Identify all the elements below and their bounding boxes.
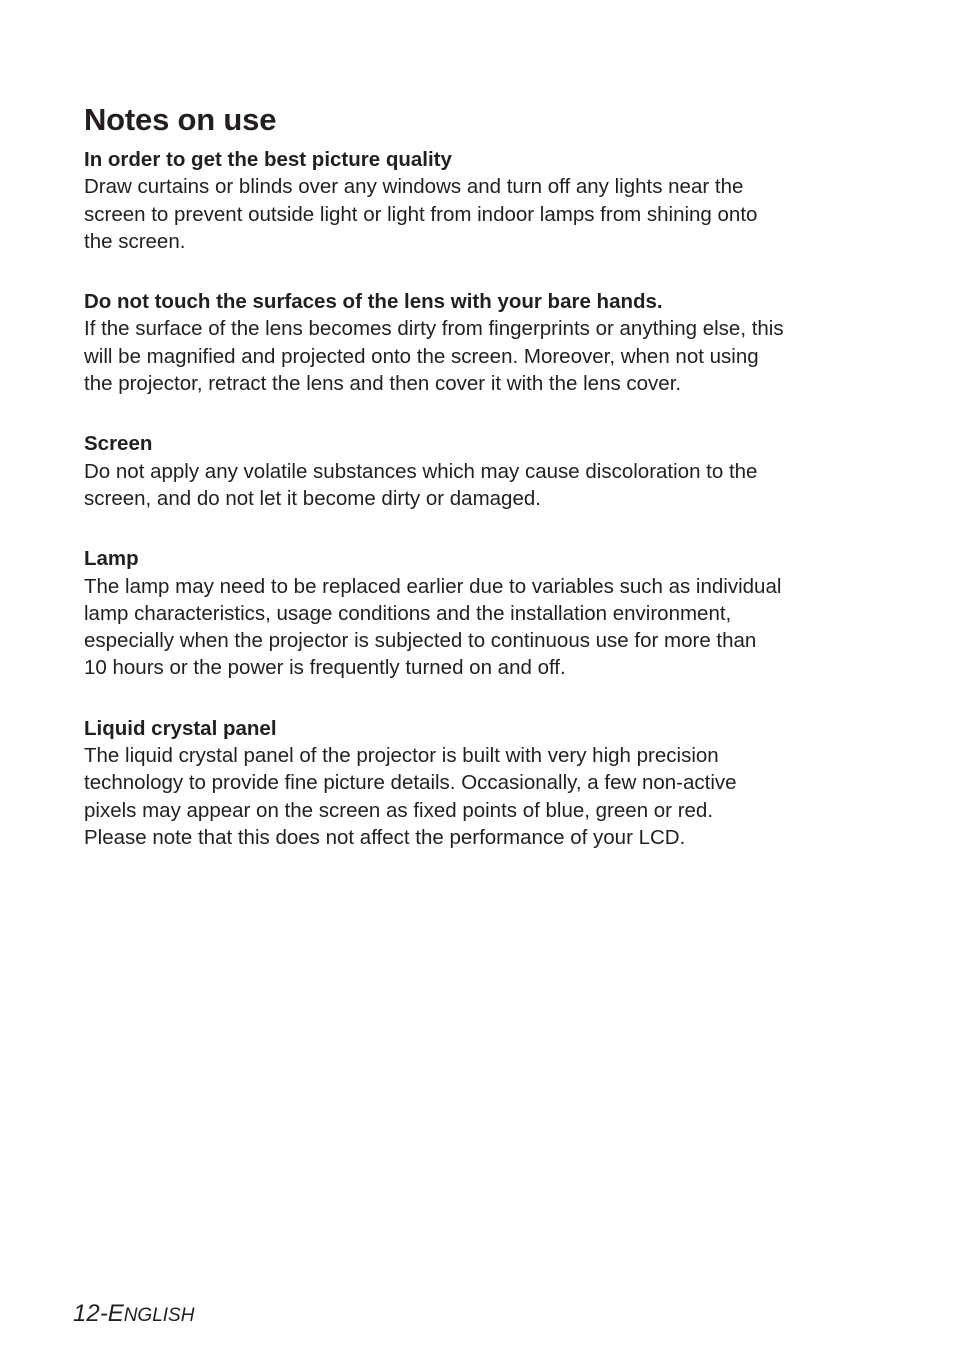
section-body: The lamp may need to be replaced earlier due to variables such as individual lamp characteristics, usage conditions and the installation environment, especially when the projector is subjected to continuous use for more than 10 hours or the power is frequently turned on and off. bbox=[84, 574, 782, 680]
page-footer bbox=[73, 1299, 194, 1331]
section-body: If the surface of the lens becomes dirty from fingerprints or anything else, this will be magnified and projected onto the screen. Moreover, when not using the projector, retract the lens and then cover it with the lens cover. bbox=[84, 317, 784, 396]
section-lamp bbox=[84, 545, 874, 681]
section-picture-quality bbox=[84, 146, 874, 255]
page-content bbox=[84, 100, 874, 851]
section-lcd-panel bbox=[84, 715, 874, 851]
section-body: Draw curtains or blinds over any windows and turn off any lights near the screen to prevent outside light or light from indoor lamps from shining onto the screen. bbox=[84, 175, 758, 253]
language-initial: E bbox=[107, 1300, 124, 1327]
section-spacer bbox=[84, 397, 874, 430]
section-body: Do not apply any volatile substances which may cause discoloration to the screen, and do not let it become dirty or damaged. bbox=[84, 459, 758, 510]
language-label: NGLISH bbox=[123, 1305, 195, 1326]
section-body: The liquid crystal panel of the projector is built with very high precision technology to provide fine picture details. Occasionally, a few non-active pixels may appear on the screen as fixed points of blue, green or red. Please note that this does not affect the performance of your LCD. bbox=[84, 744, 737, 849]
section-heading: Do not touch the surfaces of the lens with your bare hands. bbox=[84, 290, 663, 314]
section-lens bbox=[84, 288, 874, 397]
section-heading: In order to get the best picture quality bbox=[84, 148, 452, 171]
section-screen bbox=[84, 430, 874, 512]
section-heading: Screen bbox=[84, 432, 153, 456]
section-spacer bbox=[84, 255, 874, 288]
section-spacer bbox=[84, 512, 874, 545]
page-number: 12- bbox=[73, 1300, 108, 1327]
section-heading: Liquid crystal panel bbox=[84, 716, 277, 740]
section-spacer bbox=[84, 682, 874, 715]
section-heading: Lamp bbox=[84, 547, 139, 571]
page-title: Notes on use bbox=[84, 102, 277, 137]
